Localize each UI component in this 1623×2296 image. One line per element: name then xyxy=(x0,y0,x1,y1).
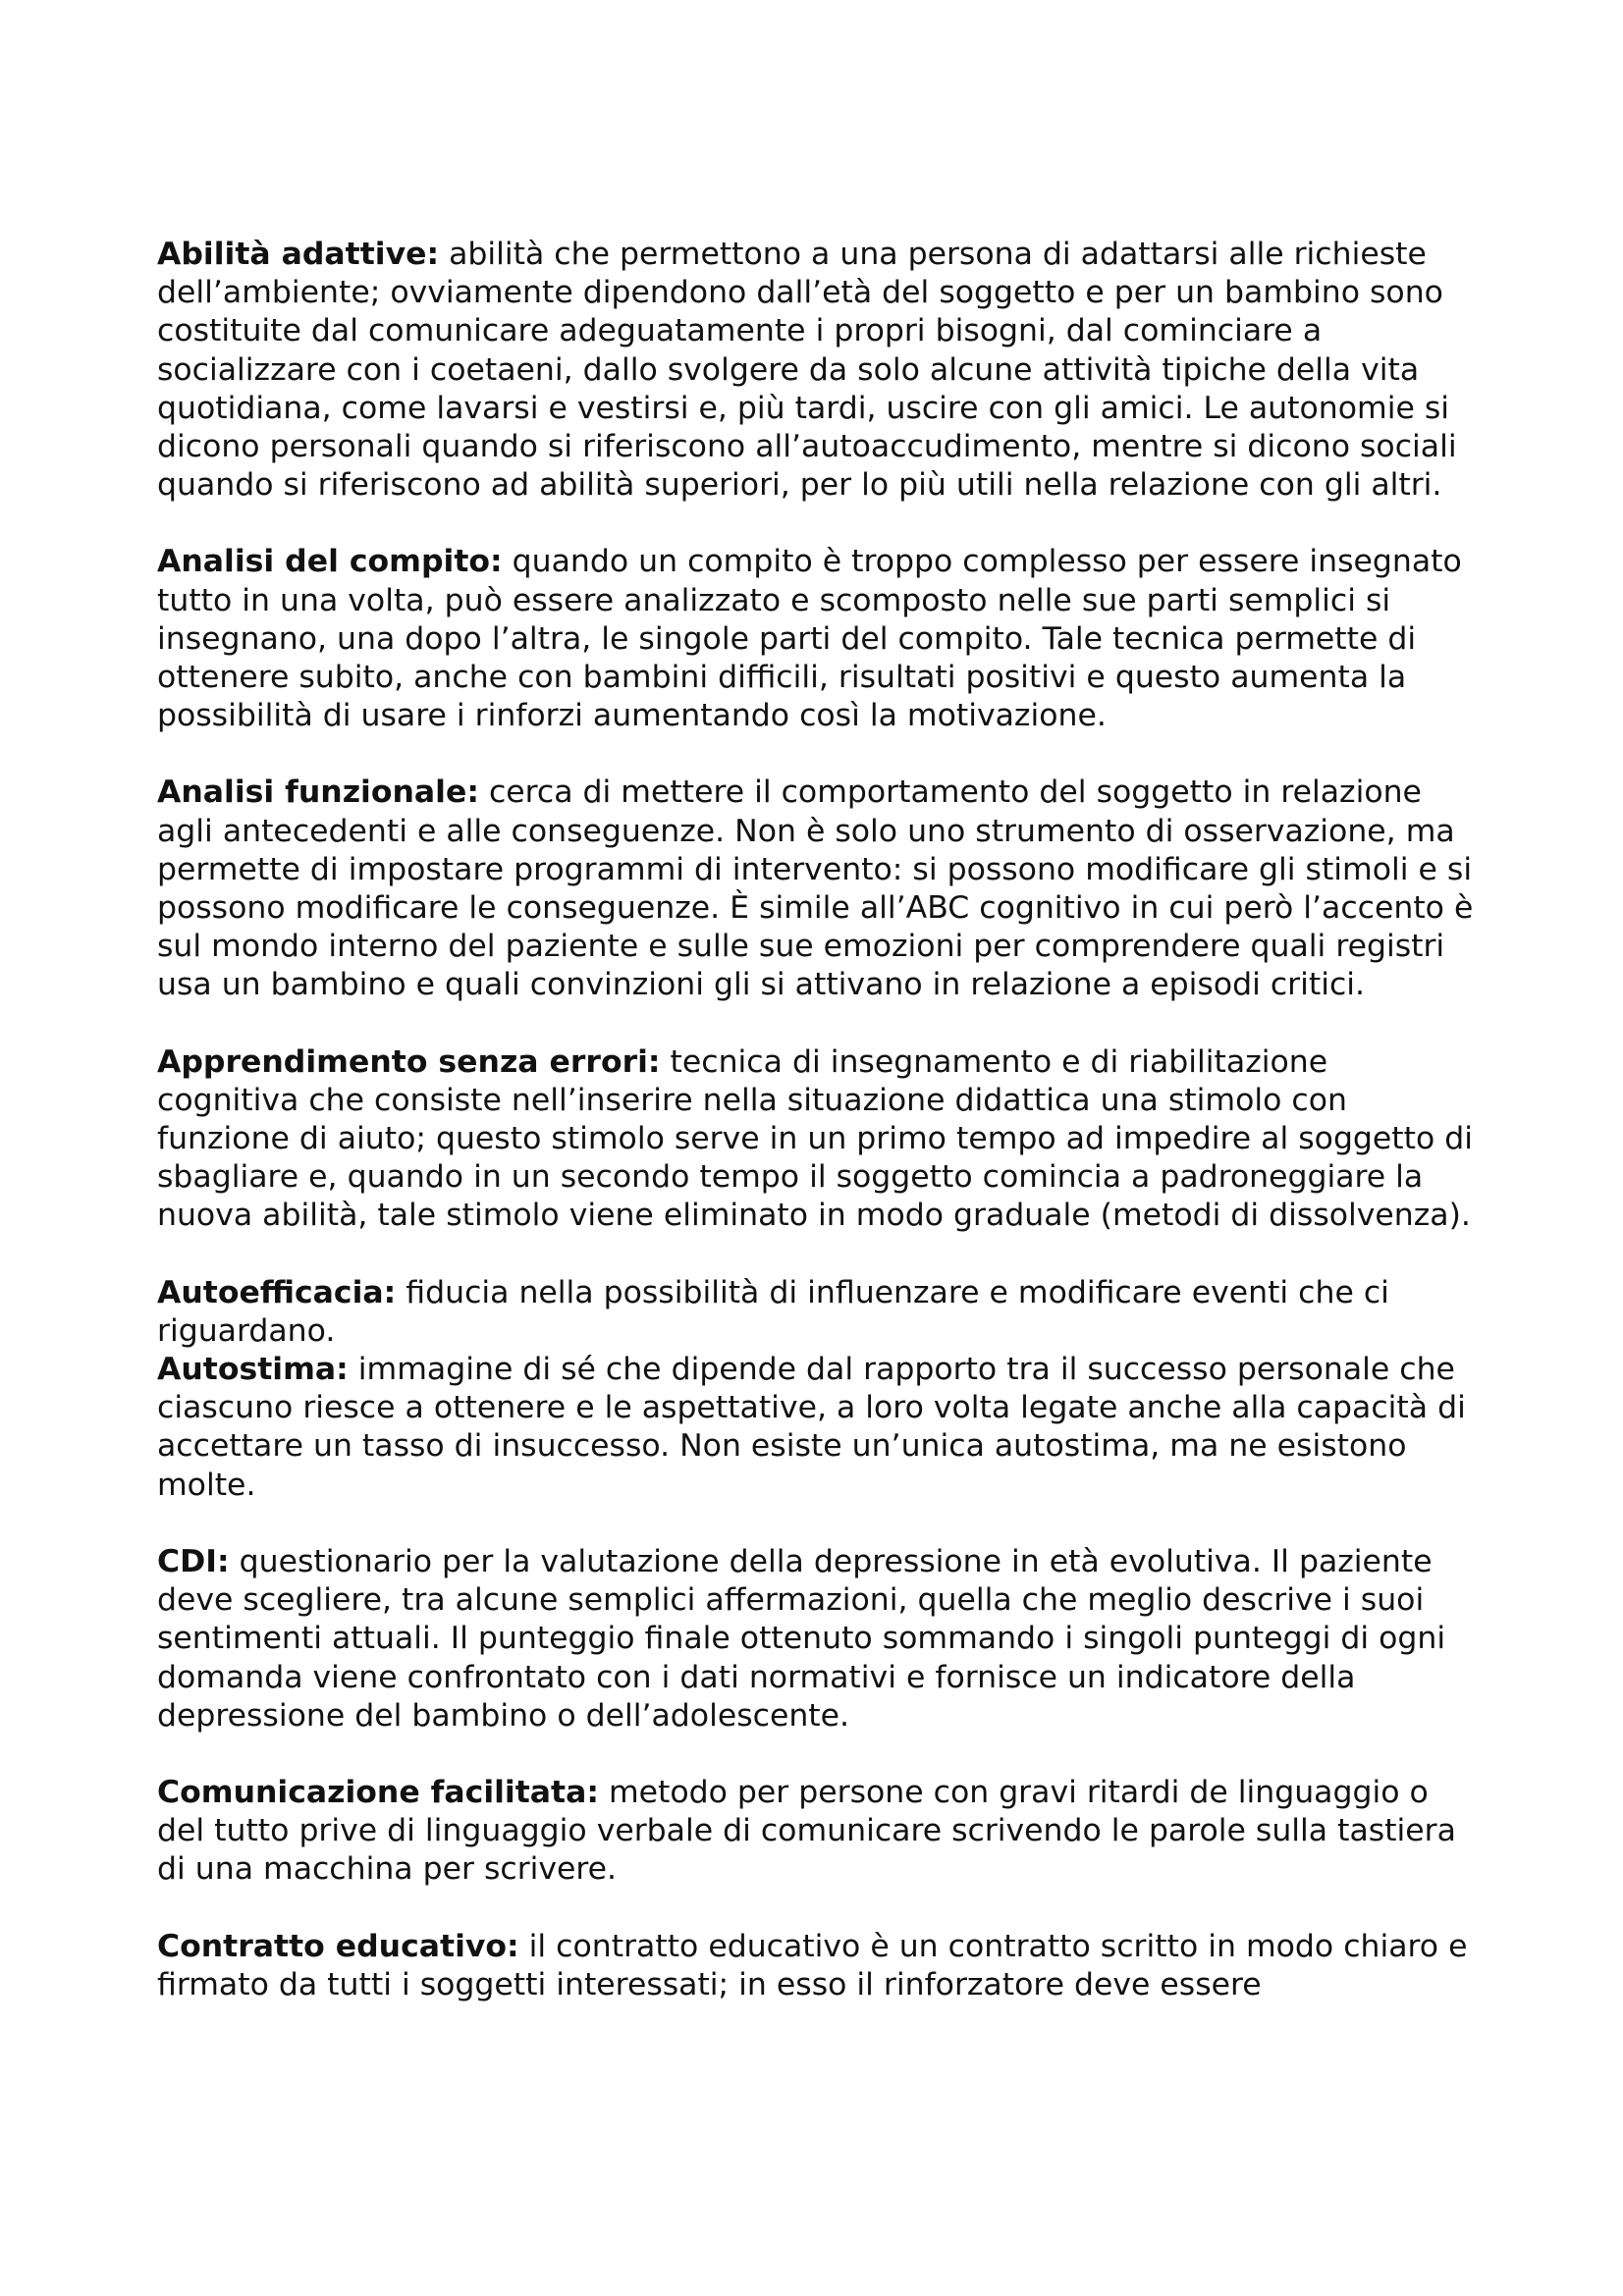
entry-term: CDI: xyxy=(157,1543,230,1579)
entry-definition: cerca di mettere il comportamento del soggetto in relazione agli antecedenti e alle conseguenze. Non è solo uno strumento di osservazione, ma permette di impostare programmi di intervento: si possono modificare gli stimoli e si possono modificare le conseguenze. È simile all’ABC cognitivo in cui però l’accento è sul mondo interno del paziente e sulle sue emozioni per comprendere quali registri usa un bambino e quali convinzioni gli si attivano in relazione a episodi critici. xyxy=(157,774,1474,1003)
entry-definition: immagine di sé che dipende dal rapporto tra il successo personale che ciascuno riesce a ottenere e le aspettative, a loro volta legate anche alla capacità di accettare un tasso di insuccesso. Non esiste un’unica autostima, ma ne esistono molte. xyxy=(157,1352,1466,1503)
glossary-entry-analisi-funzionale xyxy=(157,774,1478,1004)
entry-term: Apprendimento senza errori: xyxy=(157,1043,661,1080)
entry-definition: fiducia nella possibilità di influenzare e modificare eventi che ci riguardano. xyxy=(157,1274,1389,1349)
glossary-entry-contratto-educativo xyxy=(157,1928,1478,2004)
entry-definition: il contratto educativo è un contratto scritto in modo chiaro e firmato da tutti i soggetti interessati; in esso il rinforzatore deve essere xyxy=(157,1928,1468,2002)
entry-term: Autostima: xyxy=(157,1352,349,1388)
glossary-entry-autostima xyxy=(157,1351,1478,1505)
entry-term: Abilità adattive: xyxy=(157,237,440,272)
glossary-entry-apprendimento-senza-errori xyxy=(157,1043,1478,1236)
entry-term: Contratto educativo: xyxy=(157,1928,519,1964)
entry-definition: quando un compito è troppo complesso per essere insegnato tutto in una volta, può essere analizzato e scomposto nelle sue parti semplici si insegnano, una dopo l’altra, le singole parti del compito. Tale tecnica permette di ottenere subito, anche con bambini difficili, risultati positivi e questo aumenta la possibilità di usare i rinforzi aumentando così la motivazione. xyxy=(157,544,1462,734)
entry-definition: metodo per persone con gravi ritardi de linguaggio o del tutto prive di linguaggio verbale di comunicare scrivendo le parole sulla tastiera di una macchina per scrivere. xyxy=(157,1774,1456,1888)
entry-term: Analisi funzionale: xyxy=(157,774,479,811)
glossary-entry-analisi-del-compito xyxy=(157,543,1478,735)
entry-definition: tecnica di insegnamento e di riabilitazione cognitiva che consiste nell’inserire nella situazione didattica una stimolo con funzione di aiuto; questo stimolo serve in un primo tempo ad impedire al soggetto di sbagliare e, quando in un secondo tempo il soggetto comincia a padroneggiare la nuova abilità, tale stimolo viene eliminato in modo graduale (metodi di dissolvenza). xyxy=(157,1043,1474,1234)
glossary-entry-cdi xyxy=(157,1543,1478,1735)
entry-term: Comunicazione facilitata: xyxy=(157,1774,599,1810)
entry-term: Analisi del compito: xyxy=(157,544,503,580)
glossary-entry-abilita-adattive xyxy=(157,236,1478,505)
glossary-entry-autoefficacia xyxy=(157,1274,1478,1351)
entry-term: Autoefficacia: xyxy=(157,1274,397,1310)
entry-definition: abilità che permettono a una persona di adattarsi alle richieste dell’ambiente; ovviamente dipendono dall’età del soggetto e per un bambino sono costituite dal comunicare adeguatamente i propri bisogni, dal cominciare a socializzare con i coetaeni, dallo svolgere da solo alcune attività tipiche della vita quotidiana, come lavarsi e vestirsi e, più tardi, uscire con gli amici. Le autonomie si dicono personali quando si riferiscono all’autoaccudimento, mentre si dicono sociali quando si riferiscono ad abilità superiori, per lo più utili nella relazione con gli altri. xyxy=(157,237,1457,504)
glossary-entry-comunicazione-facilitata xyxy=(157,1774,1478,1890)
entry-definition: questionario per la valutazione della depressione in età evolutiva. Il paziente deve scegliere, tra alcune semplici affermazioni, quella che meglio descrive i suoi sentimenti attuali. Il punteggio finale ottenuto sommando i singoli punteggi di ogni domanda viene confrontato con i dati normativi e fornisce un indicatore della depressione del bambino o dell’adolescente. xyxy=(157,1543,1446,1734)
